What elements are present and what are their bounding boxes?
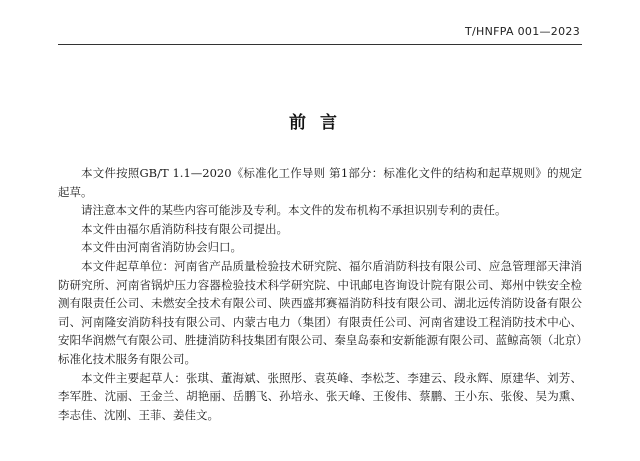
paragraph-administrator: 本文件由河南省消防协会归口。 xyxy=(81,240,242,255)
document-code: T/HNFPA 001—2023 xyxy=(465,25,580,38)
paragraph-drafters: 本文件主要起草人：张琪、董海斌、张照彤、袁英峰、李松芝、李建云、段永辉、原建华、刘芳、李军胜、沈丽、王金兰、胡艳丽、岳鹏飞、孙培永、张天峰、王俊伟、蔡鹏、王小东、张俊、吴为熏、李志佳、沈刚、王菲、姜佳文。 xyxy=(58,370,582,422)
section-title: 前言 xyxy=(289,113,351,133)
paragraph-proposer: 本文件由福尔盾消防科技有限公司提出。 xyxy=(81,221,288,236)
foreword-body xyxy=(58,164,582,424)
paragraph-drafting-units: 本文件起草单位：河南省产品质量检验技术研究院、福尔盾消防科技有限公司、应急管理部天津消防研究所、河南省锅炉压力容器检验技术科学研究院、中讯邮电咨询设计院有限公司、郑州中铁安全检测有限责任公司、未燃安全技术有限公司、陕西盛邦赛福消防科技有限公司、湖北远传消防设备有限公司、河南隆安消防科技有限公司、内蒙古电力（集团）有限责任公司、河南省建设工程消防技术中心、安阳华润燃气有限公司、胜捷消防科技集团有限公司、秦皇岛泰和安新能源有限公司、蓝鲸高领（北京）标准化技术服务有限公司。 xyxy=(58,258,582,366)
header-divider xyxy=(58,44,582,45)
paragraph-patent-notice: 请注意本文件的某些内容可能涉及专利。本文件的发布机构不承担识别专利的责任。 xyxy=(81,203,507,218)
paragraph-drafting-rules: 本文件按照GB/T 1.1—2020《标准化工作导则 第1部分：标准化文件的结构和起草规则》的规定起草。 xyxy=(58,166,582,199)
